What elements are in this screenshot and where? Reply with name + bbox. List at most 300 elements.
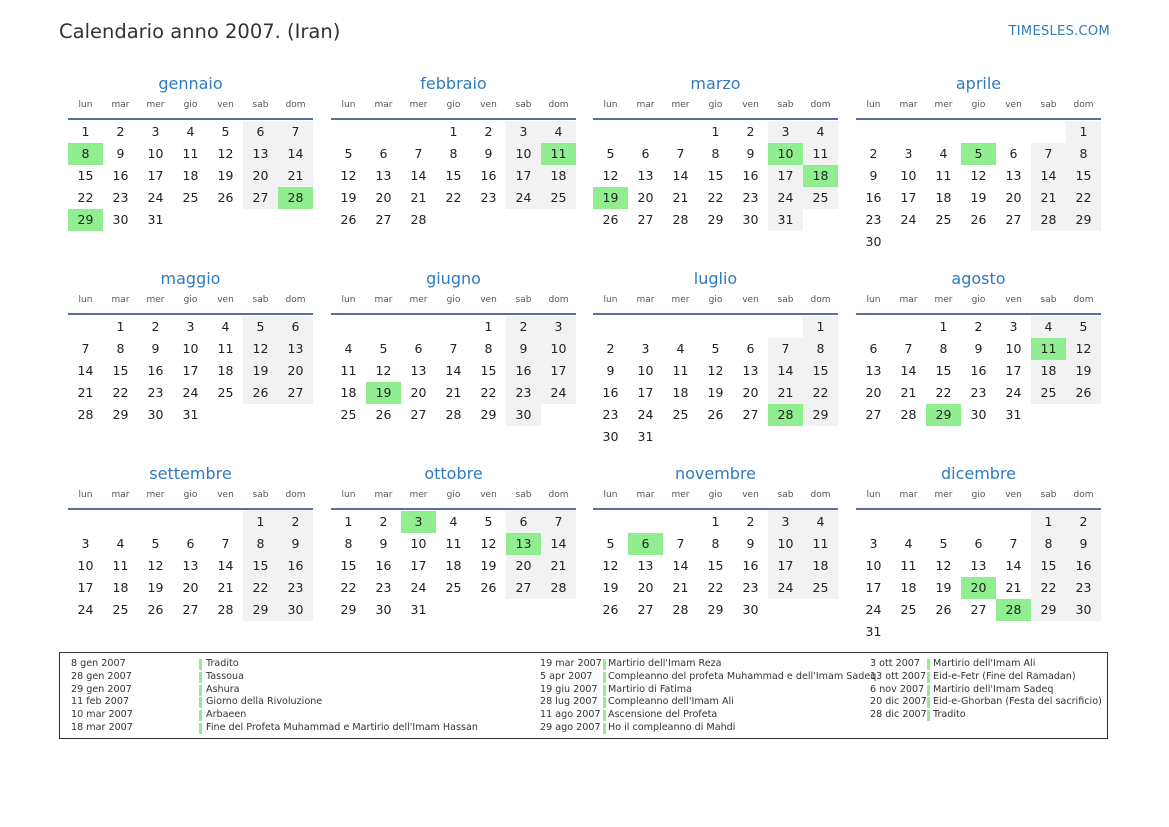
day-cell: 16 <box>865 190 882 205</box>
month-settembre <box>68 463 313 621</box>
empty-cell <box>856 121 891 143</box>
day-cell: 25 <box>340 407 357 422</box>
day-cell: 20 <box>278 360 313 382</box>
day-cell: 21 <box>900 385 917 400</box>
legend-date: 13 ott 2007 <box>870 670 927 682</box>
empty-cell <box>856 511 891 533</box>
day-cell: 22 <box>340 580 357 595</box>
day-cell: 23 <box>278 577 313 599</box>
day-cell: 5 <box>221 124 230 139</box>
day-cell: 27 <box>506 577 541 599</box>
day-cell: 26 <box>602 212 619 227</box>
day-cell: 23 <box>375 580 392 595</box>
weekday-label: ven <box>1005 490 1022 500</box>
empty-cell <box>103 511 138 533</box>
empty-cell <box>663 121 698 143</box>
empty-cell <box>68 511 103 533</box>
empty-cell <box>1031 121 1066 143</box>
month-agosto <box>856 268 1101 426</box>
day-cell: 26 <box>1066 382 1101 404</box>
day-cell: 11 <box>340 363 357 378</box>
day-cell: 3 <box>869 536 878 551</box>
days-grid <box>593 121 838 231</box>
day-cell: 4 <box>221 319 230 334</box>
day-cell: 19 <box>935 580 952 595</box>
day-cell: 7 <box>768 338 803 360</box>
day-cell: 20 <box>182 580 199 595</box>
legend-date: 28 dic 2007 <box>870 709 927 721</box>
weekday-label: dom <box>285 100 306 110</box>
legend-date: 29 ago 2007 <box>540 721 601 733</box>
day-cell: 7 <box>676 536 685 551</box>
day-cell: 21 <box>445 385 462 400</box>
day-cell: 30 <box>602 429 619 444</box>
weekday-label: mer <box>671 490 690 500</box>
weekday-label: gio <box>971 100 986 110</box>
weekday-label: sab <box>252 490 269 500</box>
day-cell: 23 <box>112 190 129 205</box>
day-cell: 7 <box>414 146 423 161</box>
day-cell: 22 <box>112 385 129 400</box>
empty-cell <box>663 316 698 338</box>
day-cell: 25 <box>1031 382 1066 404</box>
empty-cell <box>996 121 1031 143</box>
day-cell: 29 <box>803 404 838 426</box>
weekday-label: lun <box>603 490 618 500</box>
day-cell: 18 <box>672 385 689 400</box>
day-cell: 5 <box>379 341 388 356</box>
weekday-label: mar <box>111 100 130 110</box>
legend-color-marker <box>603 723 606 734</box>
day-cell: 31 <box>147 212 164 227</box>
day-cell: 4 <box>449 514 458 529</box>
legend-holiday-name: Ashura <box>206 683 240 695</box>
empty-cell <box>628 121 663 143</box>
day-cell: 17 <box>410 558 427 573</box>
day-cell: 16 <box>1066 555 1101 577</box>
day-cell: 12 <box>375 363 392 378</box>
day-cell: 15 <box>1031 555 1066 577</box>
weekday-label: gio <box>971 295 986 305</box>
day-cell: 22 <box>480 385 497 400</box>
day-cell: 7 <box>81 341 90 356</box>
day-cell: 3 <box>904 146 913 161</box>
weekday-label: ven <box>217 295 234 305</box>
weekday-label: mar <box>636 100 655 110</box>
day-cell: 30 <box>1066 599 1101 621</box>
day-cell: 20 <box>865 385 882 400</box>
empty-cell <box>856 316 891 338</box>
day-cell: 28 <box>541 577 576 599</box>
day-cell: 15 <box>935 363 952 378</box>
weekday-label: ven <box>1005 100 1022 110</box>
day-cell: 16 <box>375 558 392 573</box>
holiday-day-cell: 8 <box>68 143 103 165</box>
legend-color-marker <box>927 697 930 708</box>
empty-cell <box>331 316 366 338</box>
day-cell: 26 <box>935 602 952 617</box>
day-cell: 7 <box>278 121 313 143</box>
empty-cell <box>366 316 401 338</box>
legend-holiday-name: Tradito <box>933 709 966 721</box>
day-cell: 27 <box>637 212 654 227</box>
legend-date: 28 gen 2007 <box>71 670 132 682</box>
day-cell: 1 <box>711 124 720 139</box>
day-cell: 9 <box>116 146 125 161</box>
day-cell: 8 <box>803 338 838 360</box>
day-cell: 17 <box>77 580 94 595</box>
empty-cell <box>733 316 768 338</box>
day-cell: 17 <box>541 360 576 382</box>
legend-date: 5 apr 2007 <box>540 670 593 682</box>
weekday-label: ven <box>217 490 234 500</box>
day-cell: 3 <box>151 124 160 139</box>
day-cell: 14 <box>672 168 689 183</box>
weekday-label: sab <box>515 295 532 305</box>
day-cell: 2 <box>278 511 313 533</box>
legend-holiday-name: Fine del Profeta Muhammad e Martirio dell'Imam Hassan <box>206 721 478 733</box>
weekday-label: dom <box>1073 490 1094 500</box>
days-grid <box>68 316 313 426</box>
legend-color-marker <box>199 710 202 721</box>
legend-holiday-name: Ascensione del Profeta <box>608 709 718 721</box>
weekday-label: ven <box>1005 295 1022 305</box>
day-cell: 21 <box>672 580 689 595</box>
weekday-header <box>331 98 576 120</box>
weekday-label: mer <box>671 295 690 305</box>
day-cell: 15 <box>77 168 94 183</box>
day-cell: 10 <box>77 558 94 573</box>
weekday-label: dom <box>285 295 306 305</box>
holiday-day-cell: 11 <box>541 143 576 165</box>
legend-date: 20 dic 2007 <box>870 696 927 708</box>
legend-holiday-name: Compleanno dell'Imam Ali <box>608 696 734 708</box>
day-cell: 26 <box>217 190 234 205</box>
day-cell: 2 <box>484 124 493 139</box>
holiday-day-cell: 28 <box>768 404 803 426</box>
day-cell: 2 <box>974 319 983 334</box>
day-cell: 17 <box>865 580 882 595</box>
day-cell: 25 <box>900 602 917 617</box>
days-grid <box>68 121 313 231</box>
day-cell: 14 <box>410 168 427 183</box>
day-cell: 10 <box>410 536 427 551</box>
day-cell: 31 <box>1005 407 1022 422</box>
day-cell: 9 <box>506 338 541 360</box>
day-cell: 5 <box>243 316 278 338</box>
day-cell: 25 <box>672 407 689 422</box>
weekday-label: mer <box>671 100 690 110</box>
day-cell: 9 <box>1066 533 1101 555</box>
empty-cell <box>698 316 733 338</box>
weekday-header <box>856 488 1101 510</box>
weekday-label: gio <box>183 490 198 500</box>
legend-date: 18 mar 2007 <box>71 721 133 733</box>
day-cell: 4 <box>676 341 685 356</box>
day-cell: 28 <box>900 407 917 422</box>
day-cell: 3 <box>186 319 195 334</box>
day-cell: 14 <box>445 363 462 378</box>
day-cell: 1 <box>449 124 458 139</box>
weekday-label: gio <box>971 490 986 500</box>
month-febbraio <box>331 73 576 231</box>
empty-cell <box>961 511 996 533</box>
weekday-label: gio <box>446 490 461 500</box>
day-cell: 31 <box>637 429 654 444</box>
legend-holiday-name: Eid-e-Ghorban (Festa del sacrificio) <box>933 696 1102 708</box>
day-cell: 12 <box>340 168 357 183</box>
day-cell: 14 <box>541 533 576 555</box>
day-cell: 11 <box>803 143 838 165</box>
day-cell: 12 <box>1066 338 1101 360</box>
day-cell: 9 <box>379 536 388 551</box>
day-cell: 13 <box>742 363 759 378</box>
month-gennaio <box>68 73 313 231</box>
weekday-header <box>593 293 838 315</box>
weekday-header <box>68 98 313 120</box>
legend-holiday-name: Martirio di Fatima <box>608 683 693 695</box>
day-cell: 13 <box>278 338 313 360</box>
legend-holiday-name: Tassoua <box>206 670 244 682</box>
day-cell: 6 <box>186 536 195 551</box>
day-cell: 15 <box>445 168 462 183</box>
day-cell: 16 <box>506 360 541 382</box>
month-name: settembre <box>149 464 232 483</box>
day-cell: 24 <box>768 187 803 209</box>
day-cell: 18 <box>541 165 576 187</box>
weekday-label: mer <box>934 100 953 110</box>
day-cell: 2 <box>506 316 541 338</box>
legend-color-marker <box>603 672 606 683</box>
day-cell: 16 <box>147 363 164 378</box>
month-dicembre <box>856 463 1101 643</box>
empty-cell <box>436 316 471 338</box>
day-cell: 10 <box>768 533 803 555</box>
day-cell: 3 <box>768 121 803 143</box>
legend-color-marker <box>603 697 606 708</box>
day-cell: 21 <box>278 165 313 187</box>
empty-cell <box>68 316 103 338</box>
day-cell: 2 <box>869 146 878 161</box>
day-cell: 25 <box>803 577 838 599</box>
weekday-label: mer <box>934 295 953 305</box>
day-cell: 2 <box>1066 511 1101 533</box>
day-cell: 27 <box>278 382 313 404</box>
day-cell: 11 <box>935 168 952 183</box>
day-cell: 1 <box>939 319 948 334</box>
legend-date: 11 feb 2007 <box>71 696 130 708</box>
day-cell: 29 <box>340 602 357 617</box>
weekday-label: sab <box>1040 295 1057 305</box>
weekday-label: gio <box>708 295 723 305</box>
day-cell: 1 <box>81 124 90 139</box>
day-cell: 29 <box>1031 599 1066 621</box>
day-cell: 12 <box>602 558 619 573</box>
day-cell: 27 <box>637 602 654 617</box>
day-cell: 17 <box>182 363 199 378</box>
weekday-label: mar <box>636 295 655 305</box>
day-cell: 21 <box>1031 187 1066 209</box>
weekday-label: gio <box>446 295 461 305</box>
day-cell: 26 <box>707 407 724 422</box>
month-name: dicembre <box>940 464 1017 483</box>
day-cell: 10 <box>541 338 576 360</box>
day-cell: 15 <box>340 558 357 573</box>
weekday-label: lun <box>866 100 881 110</box>
day-cell: 4 <box>541 121 576 143</box>
day-cell: 16 <box>480 168 497 183</box>
day-cell: 19 <box>147 580 164 595</box>
day-cell: 24 <box>506 187 541 209</box>
days-grid <box>856 121 1101 253</box>
empty-cell <box>628 511 663 533</box>
holiday-day-cell: 28 <box>278 187 313 209</box>
weekday-label: sab <box>252 295 269 305</box>
legend-color-marker <box>199 697 202 708</box>
day-cell: 6 <box>506 511 541 533</box>
days-grid <box>593 511 838 621</box>
day-cell: 22 <box>243 577 278 599</box>
day-cell: 8 <box>449 146 458 161</box>
weekday-label: dom <box>548 295 569 305</box>
day-cell: 1 <box>711 514 720 529</box>
day-cell: 9 <box>278 533 313 555</box>
weekday-header <box>68 293 313 315</box>
day-cell: 11 <box>445 536 462 551</box>
day-cell: 29 <box>707 212 724 227</box>
day-cell: 8 <box>1066 143 1101 165</box>
day-cell: 25 <box>182 190 199 205</box>
day-cell: 1 <box>1066 121 1101 143</box>
legend-date: 8 gen 2007 <box>71 658 126 669</box>
day-cell: 30 <box>147 407 164 422</box>
day-cell: 6 <box>379 146 388 161</box>
day-cell: 5 <box>344 146 353 161</box>
legend-holiday-name: Eid-e-Fetr (Fine del Ramadan) <box>933 670 1076 682</box>
weekday-header <box>331 488 576 510</box>
day-cell: 31 <box>410 602 427 617</box>
weekday-label: mar <box>374 295 393 305</box>
holiday-day-cell: 13 <box>506 533 541 555</box>
day-cell: 29 <box>1066 209 1101 231</box>
day-cell: 25 <box>541 187 576 209</box>
day-cell: 29 <box>707 602 724 617</box>
days-grid <box>331 511 576 621</box>
legend-color-marker <box>199 659 202 670</box>
legend-color-marker <box>927 659 930 670</box>
day-cell: 23 <box>506 382 541 404</box>
brand-link[interactable]: TIMESLES.COM <box>1008 24 1110 39</box>
weekday-label: dom <box>1073 295 1094 305</box>
day-cell: 5 <box>151 536 160 551</box>
day-cell: 24 <box>768 577 803 599</box>
weekday-label: sab <box>515 100 532 110</box>
day-cell: 10 <box>637 363 654 378</box>
day-cell: 13 <box>865 363 882 378</box>
day-cell: 21 <box>217 580 234 595</box>
weekday-label: sab <box>1040 100 1057 110</box>
day-cell: 5 <box>606 536 615 551</box>
legend-color-marker <box>927 672 930 683</box>
day-cell: 18 <box>935 190 952 205</box>
day-cell: 4 <box>803 511 838 533</box>
weekday-label: mer <box>146 100 165 110</box>
day-cell: 17 <box>900 190 917 205</box>
day-cell: 6 <box>1009 146 1018 161</box>
day-cell: 28 <box>217 602 234 617</box>
day-cell: 7 <box>676 146 685 161</box>
day-cell: 13 <box>182 558 199 573</box>
weekday-header <box>593 488 838 510</box>
day-cell: 21 <box>768 382 803 404</box>
page-title: Calendario anno 2007. (Iran) <box>59 20 341 43</box>
day-cell: 1 <box>803 316 838 338</box>
weekday-label: ven <box>480 295 497 305</box>
legend-date: 19 giu 2007 <box>540 683 598 695</box>
weekday-label: gio <box>183 295 198 305</box>
empty-cell <box>331 121 366 143</box>
holiday-day-cell: 11 <box>1031 338 1066 360</box>
day-cell: 15 <box>707 558 724 573</box>
day-cell: 4 <box>939 146 948 161</box>
month-luglio <box>593 268 838 448</box>
empty-cell <box>401 316 436 338</box>
day-cell: 26 <box>243 382 278 404</box>
day-cell: 17 <box>147 168 164 183</box>
day-cell: 16 <box>742 558 759 573</box>
day-cell: 26 <box>147 602 164 617</box>
day-cell: 4 <box>344 341 353 356</box>
day-cell: 2 <box>746 514 755 529</box>
weekday-label: lun <box>603 100 618 110</box>
weekday-label: dom <box>1073 100 1094 110</box>
day-cell: 9 <box>606 363 615 378</box>
day-cell: 9 <box>974 341 983 356</box>
weekday-label: dom <box>548 490 569 500</box>
weekday-label: mar <box>111 490 130 500</box>
empty-cell <box>768 316 803 338</box>
empty-cell <box>593 121 628 143</box>
day-cell: 1 <box>243 511 278 533</box>
day-cell: 7 <box>904 341 913 356</box>
day-cell: 22 <box>707 190 724 205</box>
day-cell: 18 <box>900 580 917 595</box>
day-cell: 18 <box>1031 360 1066 382</box>
holiday-day-cell: 18 <box>803 165 838 187</box>
day-cell: 30 <box>278 599 313 621</box>
weekday-label: sab <box>1040 490 1057 500</box>
day-cell: 28 <box>672 602 689 617</box>
day-cell: 13 <box>1005 168 1022 183</box>
empty-cell <box>138 511 173 533</box>
empty-cell <box>663 511 698 533</box>
day-cell: 23 <box>742 580 759 595</box>
day-cell: 13 <box>243 143 278 165</box>
day-cell: 28 <box>672 212 689 227</box>
day-cell: 14 <box>217 558 234 573</box>
day-cell: 19 <box>480 558 497 573</box>
day-cell: 24 <box>410 580 427 595</box>
weekday-label: lun <box>78 295 93 305</box>
legend-holiday-name: Arbaeen <box>206 709 247 721</box>
day-cell: 21 <box>541 555 576 577</box>
day-cell: 19 <box>243 360 278 382</box>
day-cell: 14 <box>672 558 689 573</box>
day-cell: 24 <box>637 407 654 422</box>
day-cell: 12 <box>480 536 497 551</box>
day-cell: 7 <box>221 536 230 551</box>
legend-color-marker <box>603 710 606 721</box>
